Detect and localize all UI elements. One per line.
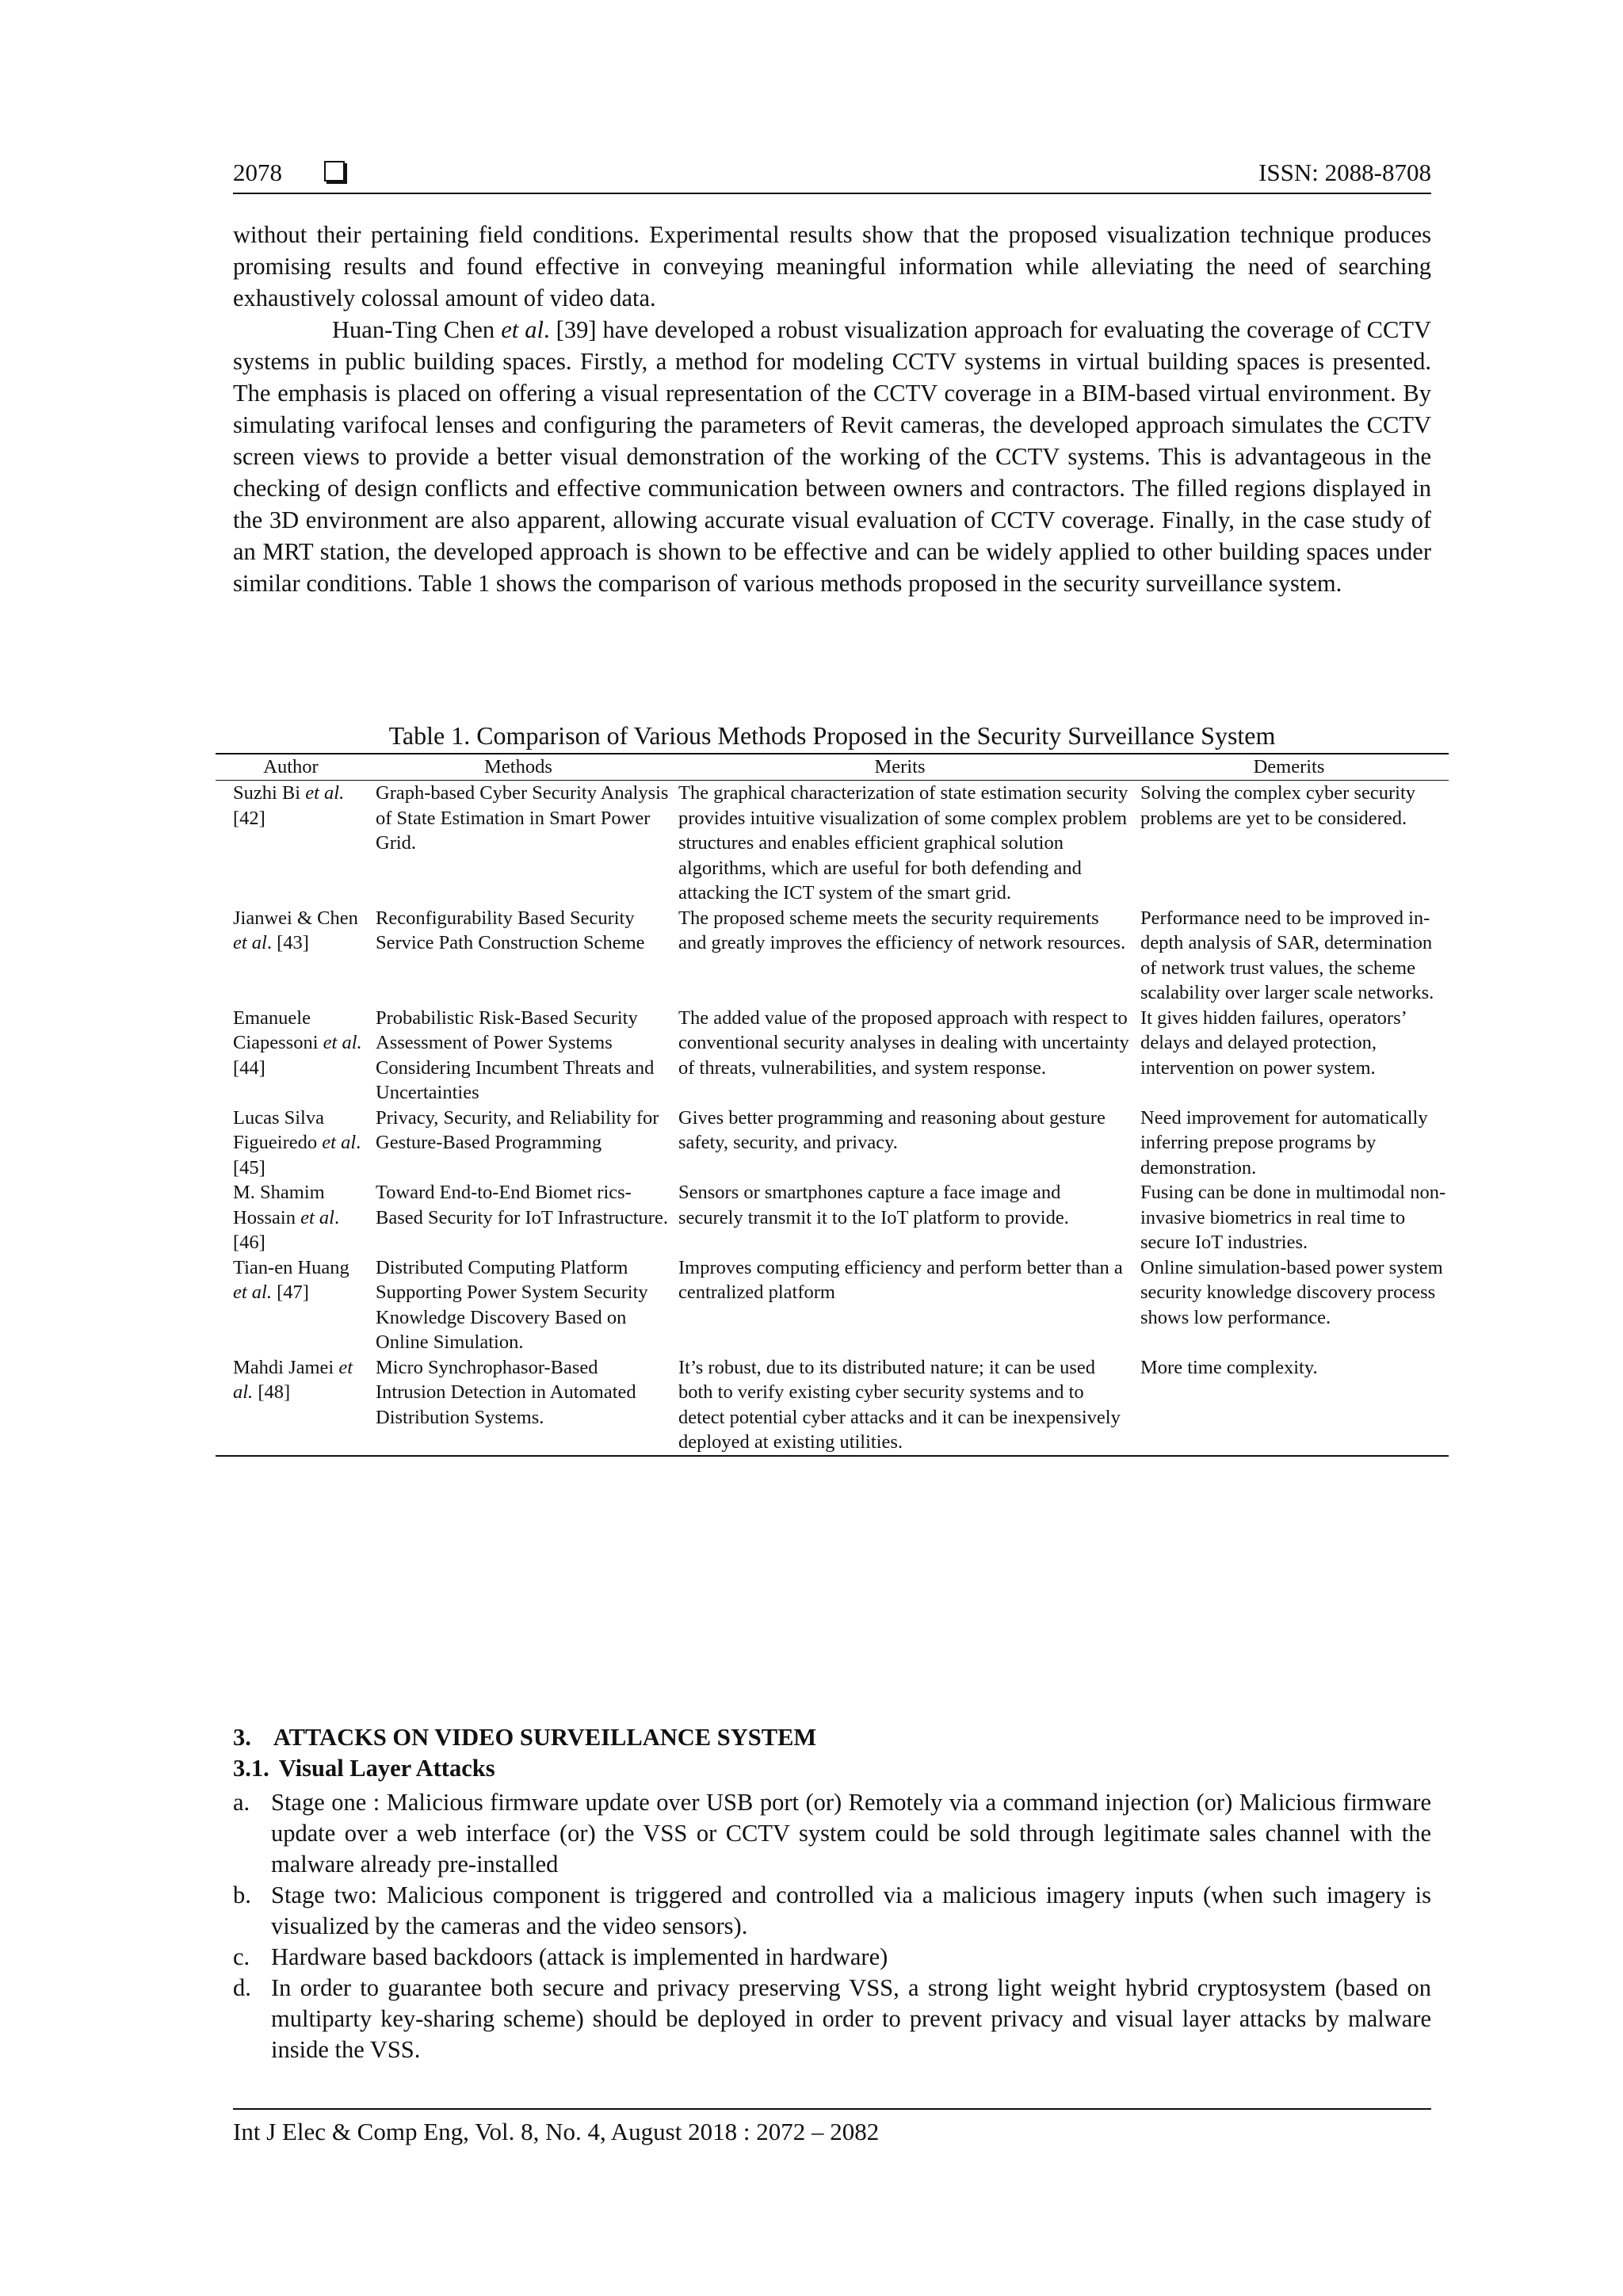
author-cell: Mahdi Jamei et al. [48] [216,1355,366,1456]
demerits-cell: Online simulation-based power system security knowledge discovery process shows low performance. [1140,1256,1443,1328]
paragraph-2 [233,314,1431,599]
methods-cell: Graph-based Cyber Security Analysis of State Estimation in Smart Power Grid. [376,782,669,854]
author-cell: Tian-en Huang et al. [47] [233,1256,349,1303]
merits-cell: The added value of the proposed approach with respect to conventional security analyses in dealing with uncertainty of threats, vulnerabilities, and system response. [678,1007,1129,1079]
section-title: ATTACKS ON VIDEO SURVEILLANCE SYSTEM [273,1724,817,1751]
author-cell: Emanuele Ciapessoni et al. [44] [233,1007,362,1079]
section-number: 3. [233,1724,251,1751]
demerits-cell: Performance need to be improved in-depth analysis of SAR, determination of network trust values, the scheme scalability over larger scale networks. [1140,907,1434,1003]
list-item: a. Stage one : Malicious firmware update over USB port (or) Remotely via a command injection (or) Malicious firmware update over a web interface (or) the VSS or CCTV system could be sold through legitimate sales channel with the malware already pre-installed [233,1789,1431,1878]
methods-cell: Reconfigurability Based Security Service Path Construction Scheme [376,907,645,953]
subsection-heading [233,1755,495,1782]
header-demerits: Demerits [1129,754,1449,781]
merits-cell: Sensors or smartphones capture a face image and securely transmit it to the IoT platform to provide. [678,1182,1069,1228]
body-text [233,219,1431,599]
paragraph-1: without their pertaining field conditions. Experimental results show that the proposed visualization technique produces promising results and found effective in conveying meaningful information while alleviating the need of searching exhaustively colossal amount of video data. [233,221,1431,311]
page-header [233,159,1431,193]
table-header-row [216,754,1449,781]
subsection-number: 3.1. [233,1755,269,1782]
table-caption: Table 1. Comparison of Various Methods Proposed in the Security Surveillance System [388,721,1276,750]
methods-cell: Toward End-to-End Biomet rics-Based Security for IoT Infrastructure. [376,1182,668,1228]
demerits-cell: More time complexity. [1129,1355,1449,1456]
merits-cell: The proposed scheme meets the security requirements and greatly improves the efficiency of network resources. [678,907,1126,953]
demerits-cell: Solving the complex cyber security problems are yet to be considered. [1140,782,1415,829]
paragraph-2-text: . [39] have developed a robust visualization approach for evaluating the coverage of CCTV systems in public building spaces. Firstly, a method for modeling CCTV systems in virtual building spaces is presented. The emphasis is placed on offering a visual representation of the CCTV coverage in a BIM-based virtual environment. By simulating varifocal lenses and configuring the parameters of Revit cameras, the developed approach simulates the CCTV screen views to provide a better visual demonstration of the working of the CCTV systems. This is advantageous in the checking of design conflicts and effective communication between owners and contractors. The filled regions displayed in the 3D environment are also apparent, allowing accurate visual evaluation of CCTV coverage. Finally, in the case study of an MRT station, the developed approach is shown to be effective and can be widely applied to other building spaces under similar conditions. Table 1 shows the comparison of various methods proposed in the security surveillance system. [233,316,1431,597]
methods-cell: Probabilistic Risk-Based Security Assessment of Power Systems Considering Incumbent Threats and Uncertainties [376,1007,655,1103]
footer-rule [233,2108,1431,2110]
list-item: b. Stage two: Malicious component is triggered and controlled via a malicious imagery inputs (when such imagery is visualized by the cameras and the video sensors). [233,1881,1431,1939]
author-cell: M. Shamim Hossain et al. [46] [233,1182,340,1253]
list-item: c. Hardware based backdoors (attack is implemented in hardware) [233,1943,888,1970]
header-merits: Merits [670,754,1129,781]
list-item: d. In order to guarantee both secure and privacy preserving VSS, a strong light weight hybrid cryptosystem (based on multiparty key-sharing scheme) should be deployed in order to prevent privacy and visual layer attacks by malware inside the VSS. [233,1974,1431,2063]
methods-cell: Micro Synchrophasor-Based Intrusion Detection in Automated Distribution Systems. [366,1355,670,1456]
issn-label: ISSN: 2088-8708 [1258,159,1431,186]
author-cell: Jianwei & Chen et al. [43] [233,907,358,953]
section-heading [233,1724,816,1752]
attack-list [233,1787,1431,2065]
page-number: 2078 [233,159,282,186]
author-cell: Lucas Silva Figueiredo et al. [45] [233,1106,361,1179]
methods-cell: Privacy, Security, and Reliability for Gesture-Based Programming [376,1106,659,1153]
header-rule [233,193,1431,194]
comparison-table [216,753,1449,1457]
square-bullet-icon [324,161,345,181]
merits-cell: Gives better programming and reasoning about gesture safety, security, and privacy. [678,1106,1106,1153]
demerits-cell: Fusing can be done in multimodal non-invasive biometrics in real time to secure IoT industries. [1140,1182,1446,1253]
table-row [216,1355,1449,1456]
subsection-title: Visual Layer Attacks [278,1755,495,1782]
et-al: et al [501,316,544,343]
header-methods: Methods [366,754,670,781]
header-author: Author [216,754,366,781]
merits-cell: It’s robust, due to its distributed nature; it can be used both to verify existing cyber security systems and to detect potential cyber attacks and it can be inexpensively deployed at existing utilities. [670,1355,1129,1456]
table-row [216,1006,1449,1106]
methods-cell: Distributed Computing Platform Supporting Power System Security Knowledge Discovery Based on Online Simulation. [376,1256,648,1353]
table-row [216,1255,1449,1355]
author-cell: Suzhi Bi et al. [42] [233,782,345,829]
merits-cell: Improves computing efficiency and perform better than a centralized platform [678,1256,1123,1303]
table-row [216,1106,1449,1181]
table-row [216,1180,1449,1255]
table-row [216,781,1449,906]
merits-cell: The graphical characterization of state estimation security provides intuitive visualization of some complex problem structures and enables efficient graphical solution algorithms, which are useful for both defending and attacking the ICT system of the smart grid. [678,782,1128,904]
demerits-cell: Need improvement for automatically inferring prepose programs by demonstration. [1140,1106,1428,1179]
author-name: Huan-Ting Chen [332,316,502,343]
demerits-cell: It gives hidden failures, operators’ delays and delayed protection, intervention on power system. [1140,1007,1406,1079]
table-row [216,906,1449,1006]
footer-citation: Int J Elec & Comp Eng, Vol. 8, No. 4, August 2018 : 2072 – 2082 [233,2118,880,2145]
